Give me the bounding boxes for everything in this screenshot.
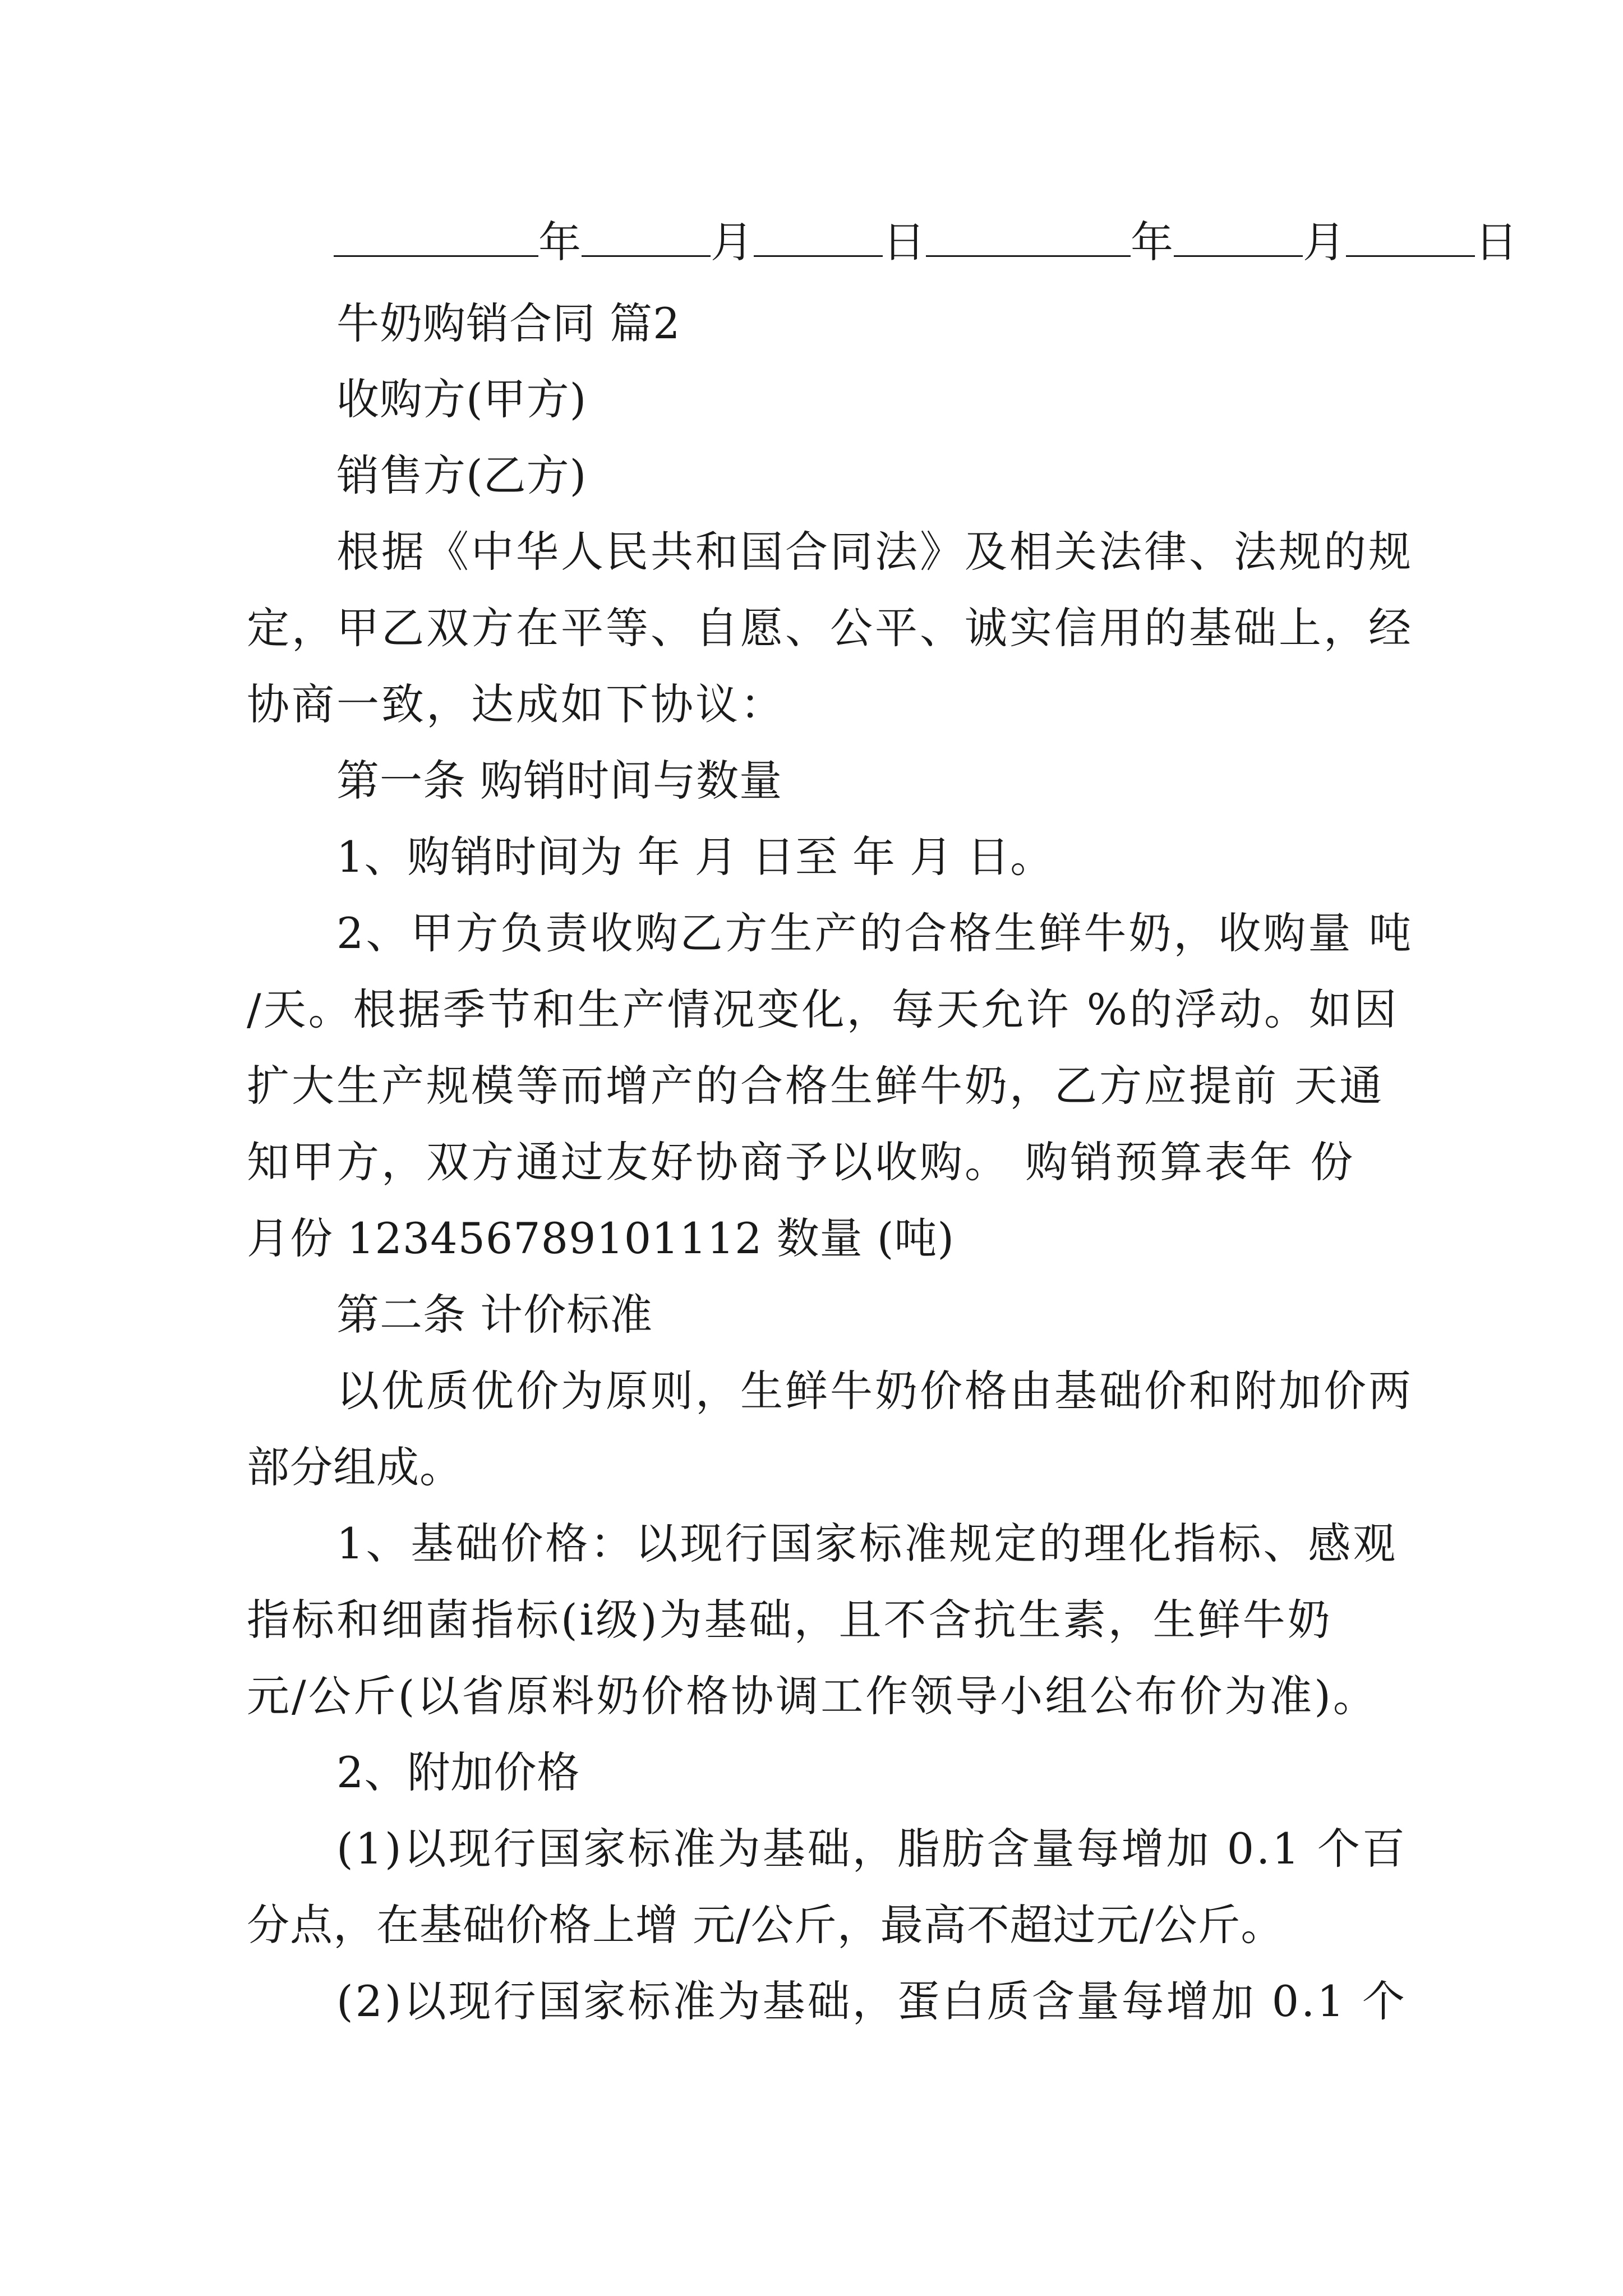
article1-item1: 1、购销时间为 年 月 日至 年 月 日。 — [336, 832, 1054, 882]
purchaser-party: 收购方(甲方) — [336, 374, 587, 424]
article1-item2-line-3: 扩大生产规模等而增产的合格生鲜牛奶，乙方应提前 天通 — [247, 1061, 1385, 1111]
day-label-1: 日 — [883, 217, 926, 267]
year-label-2: 年 — [1131, 217, 1174, 267]
preamble-line-2: 定，甲乙双方在平等、自愿、公平、诚实信用的基础上，经 — [247, 603, 1413, 653]
year-label-1: 年 — [538, 217, 582, 267]
extra-price-1-line-2: 分点，在基础价格上增 元/公斤，最高不超过元/公斤。 — [247, 1900, 1284, 1950]
extra-price-1-line-1: (1)以现行国家标准为基础，脂肪含量每增加 0.1 个百 — [336, 1824, 1407, 1874]
seller-party: 销售方(乙方) — [336, 450, 587, 500]
base-price-line-1: 1、基础价格：以现行国家标准规定的理化指标、感观 — [336, 1519, 1398, 1568]
extra-price-2-line-1: (2)以现行国家标准为基础，蛋白质含量每增加 0.1 个 — [336, 1976, 1407, 2026]
blank-month-1 — [582, 216, 711, 257]
blank-day-1 — [754, 216, 883, 257]
article1-item2-line-5: 月份 123456789101112 数量 (吨) — [247, 1213, 955, 1263]
article1-item2-line-1: 2、甲方负责收购乙方生产的合格生鲜牛奶，收购量 吨 — [336, 908, 1414, 958]
extra-price-heading: 2、附加价格 — [336, 1747, 580, 1797]
blank-month-2 — [1174, 216, 1303, 257]
month-label-1: 月 — [711, 217, 754, 267]
base-price-line-3: 元/公斤(以省原料奶价格协调工作领导小组公布价为准)。 — [247, 1671, 1378, 1721]
article2-intro-line-1: 以优质优价为原则，生鲜牛奶价格由基础价和附加价两 — [336, 1366, 1413, 1416]
blank-day-2 — [1346, 216, 1475, 257]
article1-item2-line-4: 知甲方，双方通过友好协商予以收购。 购销预算表年 份 — [247, 1137, 1355, 1187]
blank-year-2 — [926, 216, 1131, 257]
preamble-line-1: 根据《中华人民共和国合同法》及相关法律、法规的规 — [336, 527, 1413, 577]
month-label-2: 月 — [1303, 217, 1346, 267]
blank-year-1 — [334, 216, 538, 257]
article1-heading: 第一条 购销时间与数量 — [336, 756, 783, 806]
article2-intro-line-2: 部分组成。 — [247, 1442, 463, 1492]
article1-item2-line-2: /天。根据季节和生产情况变化，每天允许 %的浮动。如因 — [247, 984, 1399, 1034]
preamble-line-3: 协商一致，达成如下协议： — [247, 679, 785, 729]
document-title: 牛奶购销合同 篇2 — [336, 298, 681, 348]
base-price-line-2: 指标和细菌指标(ⅰ级)为基础，且不含抗生素，生鲜牛奶 — [247, 1595, 1332, 1645]
article2-heading: 第二条 计价标准 — [336, 1290, 653, 1340]
signature-date-line — [334, 214, 1518, 270]
day-label-2: 日 — [1475, 217, 1518, 267]
